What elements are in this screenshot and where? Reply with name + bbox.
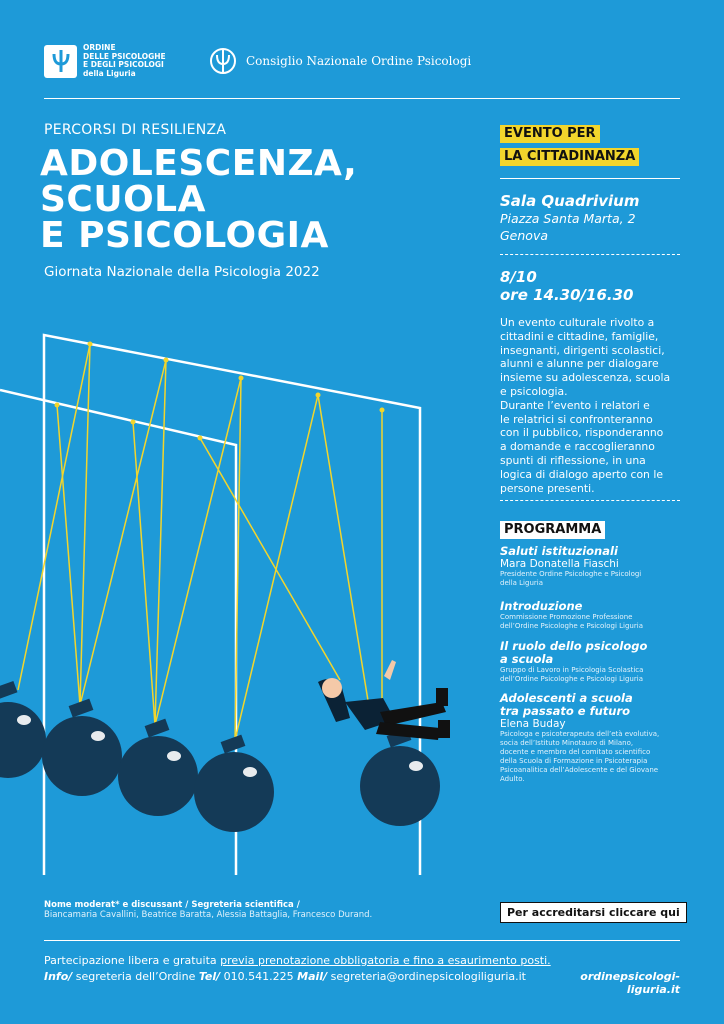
desc-line: cittadini e cittadine, famiglie,	[500, 329, 659, 343]
program-role: della Liguria	[500, 579, 543, 587]
program-role: della Scuola di Formazione in Psicoterapia	[500, 757, 648, 765]
program-role: Presidente Ordine Psicologhe e Psicologi	[500, 570, 642, 578]
program-title: Saluti istituzionali	[500, 544, 618, 558]
mail-link[interactable]: segreteria@ordinepsicologiliguria.it	[327, 970, 526, 983]
event-description	[500, 316, 680, 495]
programma-item	[500, 600, 680, 631]
website-link[interactable]: ordinepsicologi-liguria.it	[580, 970, 680, 996]
program-role: Psicologa e psicoterapeuta dell’età evolutiva,	[500, 730, 660, 738]
org-line-1: ORDINE	[83, 43, 116, 52]
program-title: Il ruolo dello psicologo	[500, 639, 648, 653]
venue-address-1: Piazza Santa Marta, 2	[500, 211, 636, 226]
program-role: dell’Ordine Psicologhe e Psicologi Liguria	[500, 622, 643, 630]
credits-sep-2: /	[293, 900, 300, 910]
program-role: socia dell’Istituto Minotauro di Milano,	[500, 739, 634, 747]
info-label: Info/	[44, 970, 73, 983]
desc-line: insegnanti, dirigenti scolastici,	[500, 343, 665, 357]
psi-icon	[44, 45, 77, 78]
footer-contacts	[44, 970, 526, 983]
program-role: Gruppo di Lavoro in Psicologia Scolastica	[500, 666, 644, 674]
desc-line: a domande e raccoglieranno	[500, 440, 655, 454]
desc-line: le relatrici si confronteranno	[500, 412, 653, 426]
credits-label-2: Segreteria scientifica	[191, 900, 294, 910]
credits-label-1: Nome moderat* e discussant	[44, 900, 183, 910]
footer-participation	[44, 954, 551, 967]
desc-line: con il pubblico, risponderanno	[500, 426, 664, 440]
tel-label: Tel/	[198, 970, 221, 983]
header-divider	[44, 98, 680, 99]
desc-line: e psicologia.	[500, 384, 568, 398]
program-role: docente e membro del comitato scientifico	[500, 748, 651, 756]
cnop-name: Consiglio Nazionale Ordine Psicologi	[246, 54, 472, 68]
title-line-2: SCUOLA	[40, 179, 206, 220]
event-date: 8/10	[500, 268, 537, 286]
program-title-2: tra passato e futuro	[500, 704, 631, 718]
program-role: dell’Ordine Psicologhe e Psicologi Liguria	[500, 675, 643, 683]
credits-names: Biancamaria Cavallini, Beatrice Baratta, Alessia Battaglia, Francesco Durand.	[44, 910, 373, 920]
desc-line: logica di dialogo aperto con le	[500, 467, 663, 481]
accredit-button[interactable]: Per accreditarsi cliccare qui	[500, 902, 687, 923]
event-tag-line-1: EVENTO PER	[500, 125, 600, 143]
desc-line: persone presenti.	[500, 481, 595, 495]
title-line-1: ADOLESCENZA,	[40, 143, 358, 184]
person-figure	[318, 660, 450, 740]
programma-heading	[500, 518, 680, 539]
dashed-divider	[500, 500, 680, 501]
info-value: segreteria dell’Ordine	[72, 970, 199, 983]
program-speaker: Elena Buday	[500, 718, 566, 730]
tel-value[interactable]: 010.541.225	[220, 970, 298, 983]
program-title-2: a scuola	[500, 652, 554, 666]
divider	[500, 178, 680, 179]
participation-text: Partecipazione libera e gratuita	[44, 954, 221, 967]
desc-line: Un evento culturale rivolto a	[500, 316, 655, 329]
credits	[44, 900, 464, 920]
page-title	[40, 143, 358, 256]
org-line-4: della Liguria	[83, 68, 136, 78]
dashed-divider	[500, 254, 680, 255]
footer-divider	[44, 940, 680, 941]
event-time: ore 14.30/16.30	[500, 286, 634, 304]
datetime	[500, 268, 680, 304]
event-tag-line-2: LA CITTADINANZA	[500, 148, 639, 166]
booking-link[interactable]: previa prenotazione obbligatoria e fino a esaurimento posti.	[220, 954, 551, 967]
program-speaker: Mara Donatella Fiaschi	[500, 558, 619, 570]
program-role: Commissione Promozione Professione	[500, 613, 633, 621]
programma-item	[500, 545, 680, 588]
psi-circle-icon	[208, 46, 238, 76]
programma-item	[500, 692, 680, 784]
programma-label: PROGRAMMA	[500, 521, 605, 539]
subtitle: Giornata Nazionale della Psicologia 2022	[44, 264, 320, 280]
desc-line: spunti di riflessione, in una	[500, 453, 646, 467]
venue	[500, 192, 680, 244]
program-role: Adulto.	[500, 775, 525, 783]
venue-address-2: Genova	[500, 228, 549, 243]
credits-sep: /	[182, 900, 192, 910]
org-line-2: DELLE PSICOLOGHE	[83, 51, 166, 61]
program-title: Adolescenti a scuola	[500, 691, 633, 705]
program-role: Psicoanalitica dell’Adolescente e del Giovane	[500, 766, 659, 774]
mail-label: Mail/	[297, 970, 328, 983]
event-tag	[500, 122, 680, 166]
desc-line: Durante l’evento i relatori e	[500, 398, 650, 412]
newtons-cradle-illustration	[0, 320, 490, 880]
cnop-logo	[208, 46, 471, 76]
desc-line: alunni e alunne per dialogare	[500, 357, 659, 371]
org-line-3: E DEGLI PSICOLOGI	[83, 60, 164, 69]
program-title: Introduzione	[500, 599, 583, 613]
programma-item	[500, 640, 680, 684]
kicker: PERCORSI DI RESILIENZA	[44, 122, 227, 138]
ordine-liguria-logo	[44, 44, 166, 78]
title-line-3: E PSICOLOGIA	[40, 215, 329, 256]
desc-line: insieme su adolescenza, scuola	[500, 371, 671, 385]
venue-name: Sala Quadrivium	[500, 192, 640, 210]
